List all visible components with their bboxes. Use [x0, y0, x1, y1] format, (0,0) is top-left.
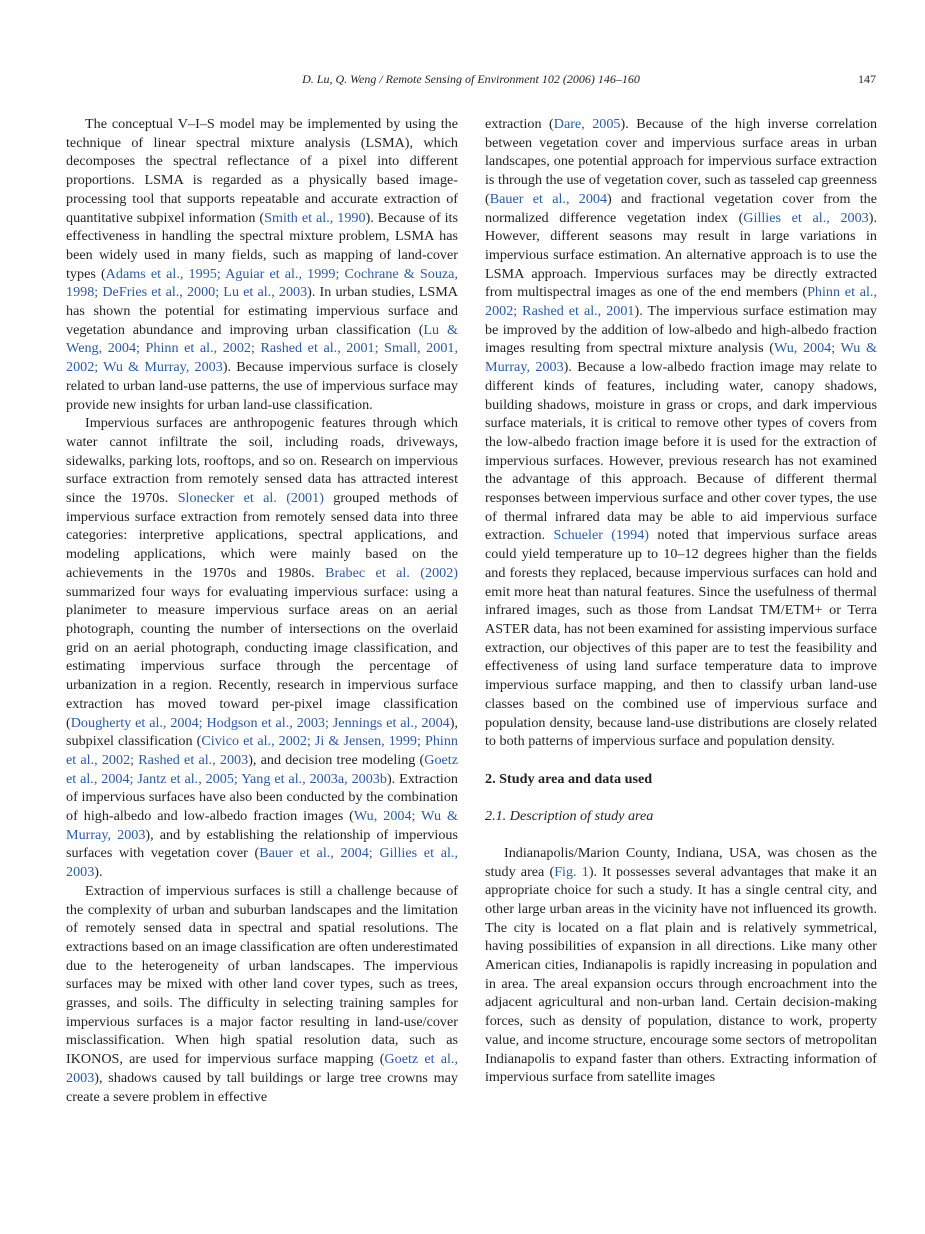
citation-link[interactable]: Goetz et al., 2003: [66, 1051, 458, 1086]
citation-link[interactable]: Gillies et al., 2003: [743, 209, 869, 226]
paragraph-lsma: The conceptual V–I–S model may be implemented by using the technique of linear spectral mixture analysis (LSMA), which decomposes the spectral reflectance of a pixel into different proportions. LSMA is regarded as a physically based image-processing tool that supports repeatable and accurate extraction of quantitative subpixel information (Smith et al., 1990). Because of its effectiveness in handling the spectral mixture problem, LSMA has been widely used in many fields, such as mapping of land-cover types (Adams et al., 1995; Aguiar et al., 1999; Cochrane & Souza, 1998; DeFries et al., 2000; Lu et al., 2003). In urban studies, LSMA has shown the potential for estimating impervious surface and vegetation abundance and improving urban classification (Lu & Weng, 2004; Phinn et al., 2002; Rashed et al., 2001; Small, 2001, 2002; Wu & Murray, 2003). Because impervious surface is closely related to urban land-use patterns, the use of impervious surface may provide new insights for urban land-use classification.: [66, 116, 459, 413]
figure-link[interactable]: Fig. 1: [554, 863, 589, 880]
citation-link[interactable]: Wu, 2004; Wu & Murray, 2003: [485, 340, 877, 376]
citation-link[interactable]: Phinn et al., 2002; Rashed et al., 2001: [485, 284, 877, 320]
paragraph-extraction-challenge: Extraction of impervious surfaces is still a challenge because of the complexity of urban and suburban landscapes and the limitation of remotely sensed data in spectral and spatial resolutions. The extractions based on an image classification are often underestimated due to the heterogeneity of urban landscapes. The impervious surfaces may be mixed with other land cover types, such as trees, grasses, and soils. The difficulty in selecting training samples for impervious surfaces is a major factor resulting in land-use/cover misclassification. When high spatial resolution data, such as IKONOS, are used for impervious surface mapping (Goetz et al., 2003), shadows caused by tall buildings or large tree crowns may create a severe problem in effective: [66, 882, 458, 1105]
left-column: [66, 115, 458, 1106]
citation-link[interactable]: Schueler (1994): [553, 527, 649, 544]
section-heading: 2. Study area and data used: [485, 770, 653, 787]
paragraph-impervious-surfaces: Impervious surfaces are anthropogenic features through which water cannot infiltrate the soil, including roads, driveways, sidewalks, parking lots, rooftops, and so on. Research on impervious surface extraction from remotely sensed data has attracted interest since the 1970s. Slonecker et al. (2001) grouped methods of impervious surface extraction from remotely sensed data into three categories: interpretive applications, spectral applications, and modeling applications, which were mainly based on the achievements in the 1970s and 1980s. Brabec et al. (2002) summarized four ways for evaluating impervious surface: using a planimeter to measure impervious surface areas on an aerial photograph, counting the number of intersections on the overlaid grid on an aerial photograph, conducting image classification, and estimating impervious surface through the percentage of urbanization in a region. Recently, research in impervious surface extraction has moved toward per-pixel image classification (Dougherty et al., 2004; Hodgson et al., 2003; Jennings et al., 2004), subpixel classification (Civico et al., 2002; Ji & Jensen, 1999; Phinn et al., 2002; Rashed et al., 2003), and decision tree modeling (Goetz et al., 2004; Jantz et al., 2005; Yang et al., 2003a, 2003b). Extraction of impervious surfaces have also been conducted by the combination of high-albedo and low-albedo fraction images (Wu, 2004; Wu & Murray, 2003), and by establishing the relationship of impervious surfaces with vegetation cover (Bauer et al., 2004; Gillies et al., 2003).: [66, 415, 459, 881]
citation-link[interactable]: Dare, 2005: [553, 116, 621, 132]
right-column: [485, 115, 877, 1087]
citation-link[interactable]: Civico et al., 2002; Ji & Jensen, 1999; Phinn et al., 2002; Rashed et al., 2003: [66, 733, 458, 768]
citation-link[interactable]: Bauer et al., 2004; Gillies et al., 2003: [66, 845, 458, 881]
paragraph-study-area: Indianapolis/Marion County, Indiana, USA, was chosen as the study area (Fig. 1). It possesses several advantages that make it an appropriate choice for such a study. It has a single central city, and other large urban areas in the vicinity have not influenced its growth. The city is located on a flat plain and is relatively symmetrical, having possibilities of expansion in all directions. Like many other American cities, Indianapolis is rapidly increasing in population and in area. The areal expansion occurs through encroachment into the adjacent agricultural and non-urban land. Certain decision-making forces, such as density of population, distance to work, property value, and income structure, encourage some sectors of metropolitan Indianapolis to expand faster than others. Extracting information of impervious surface from satellite images: [485, 844, 877, 1086]
citation-link[interactable]: Brabec et al. (2002): [325, 564, 458, 581]
citation-link[interactable]: Smith et al., 1990: [264, 209, 366, 226]
citation-link[interactable]: Dougherty et al., 2004; Hodgson et al., 2003; Jennings et al., 2004: [70, 714, 450, 731]
citation-link[interactable]: Wu, 2004; Wu & Murray, 2003: [66, 808, 459, 843]
running-header: [66, 72, 876, 92]
citation-link[interactable]: Slonecker et al. (2001): [177, 490, 324, 507]
subsection-heading: 2.1. Description of study area: [485, 807, 654, 824]
page-number: 147: [858, 72, 876, 86]
citation-link[interactable]: Bauer et al., 2004: [489, 190, 608, 207]
paragraph-extraction-continued: extraction (Dare, 2005). Because of the high inverse correlation between vegetation cover and impervious surface areas in urban landscapes, one potential approach for impervious surface extraction is through the use of vegetation cover, such as tasseled cap greenness (Bauer et al., 2004) and fractional vegetation cover from the normalized difference vegetation index (Gillies et al., 2003). However, different seasons may result in large variations in impervious surface estimation. An alternative approach is to use the LSMA approach. Impervious surfaces may be directly extracted from multispectral images as one of the end members (Phinn et al., 2002; Rashed et al., 2001). The impervious surface estimation may be improved by the addition of low-albedo and high-albedo fraction images resulting from spectral mixture analysis (Wu, 2004; Wu & Murray, 2003). Because a low-albedo fraction image may relate to different kinds of features, including water, canopy shadows, building shadows, moisture in grass or crops, and dark impervious surface materials, it is critical to remove other types of covers from the low-albedo fraction image before it is used for the extraction of impervious surfaces. However, previous research has not examined the advantage of this approach. Because of different thermal responses between impervious surface and other cover types, the use of thermal infrared data may be able to aid impervious surface extraction. Schueler (1994) noted that impervious surface areas could yield temperature up to 10–12 degrees higher than the fields and forests they replaced, because impervious surfaces can hold and emit more heat than natural features. Since the usefulness of thermal infrared images, such as those from Landsat TM/ETM+ or Terra ASTER data, has not been examined for assisting impervious surface extraction, our objectives of this paper are to test the feasibility and effectiveness of using land surface temperature data to improve impervious surface mapping, and then to classify urban land-use classes based on the combined use of impervious surface and population density, because land-use distributions are closely related to both patterns of impervious surface and population density.: [485, 116, 878, 750]
citation-link[interactable]: Lu & Weng, 2004; Phinn et al., 2002; Rashed et al., 2001; Small, 2001, 2002; Wu & Murray, 2003: [66, 321, 458, 376]
citation-link[interactable]: Adams et al., 1995; Aguiar et al., 1999; Cochrane & Souza, 1998; DeFries et al., 2000; Lu et al., 2003: [66, 265, 458, 301]
citation-link[interactable]: Goetz et al., 2004; Jantz et al., 2005; Yang et al., 2003a, 2003b: [66, 751, 458, 787]
running-head: D. Lu, Q. Weng / Remote Sensing of Environment 102 (2006) 146–160: [302, 72, 640, 86]
